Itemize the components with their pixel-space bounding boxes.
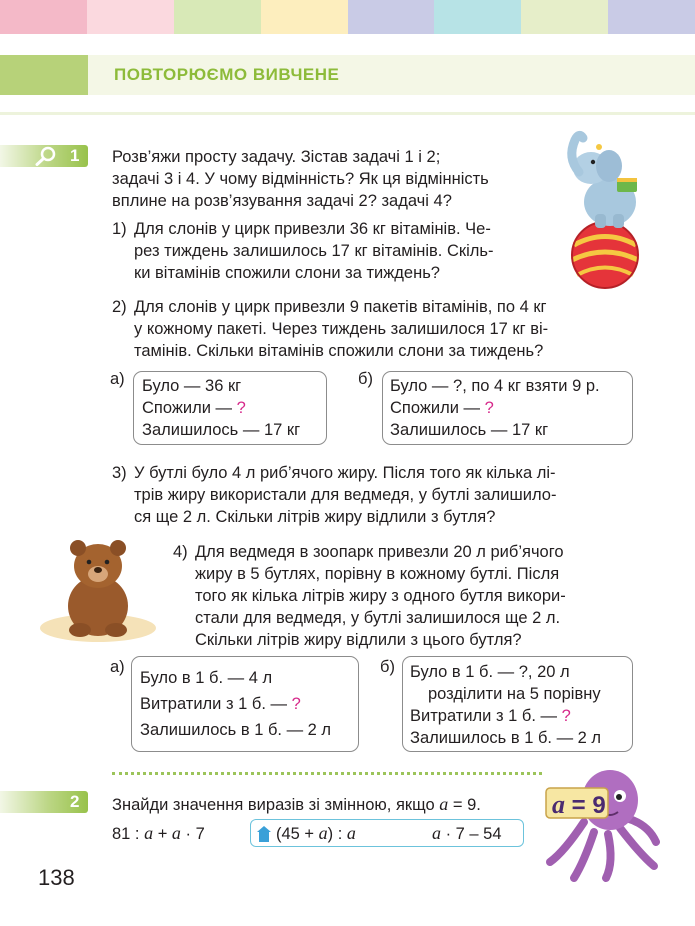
box-c-line: Витратили з 1 б. — ? xyxy=(140,695,301,713)
dotted-divider xyxy=(112,772,542,775)
problem-4-line: того як кілька літрів жиру з одного бутля викори- xyxy=(195,587,566,605)
problem-1-label: 1) xyxy=(112,220,127,238)
box-a-label: а) xyxy=(110,370,125,388)
box-b-label: б) xyxy=(358,370,373,388)
problem-3-label: 3) xyxy=(112,464,127,482)
box-d-line: Було в 1 б. — ?, 20 л xyxy=(410,663,570,681)
box-d-line: Залишилось в 1 б. — 2 л xyxy=(410,729,602,747)
box-d-line: Витратили з 1 б. — ? xyxy=(410,707,571,725)
problem-3-line: ся ще 2 л. Скільки літрів жиру відлили з бутля? xyxy=(134,508,496,526)
expression-1: 81 : a + a · 7 xyxy=(112,823,205,843)
box-b-line: Залишилось — 17 кг xyxy=(390,421,549,439)
stripe xyxy=(261,0,348,34)
problem-2-line: тамінів. Скільки вітамінів спожили слони за тиждень? xyxy=(134,342,544,360)
octopus-sign-text: a = 9 xyxy=(552,790,606,819)
problem-2-line: Для слонів у цирк привезли 9 пакетів вітамінів, по 4 кг xyxy=(134,298,547,316)
box-c-label: а) xyxy=(110,658,125,676)
problem-2-label: 2) xyxy=(112,298,127,316)
problem-4-line: жиру в 5 бутлях, порівну в кожному бутлі. Після xyxy=(195,565,560,583)
problem-4-line: стали для ведмедя, у бутлі залишилося ще 2 л. xyxy=(195,609,561,627)
expression-3: a · 7 – 54 xyxy=(432,823,502,843)
box-c-line: Залишилось в 1 б. — 2 л xyxy=(140,721,332,739)
problem-1-line: ки вітамінів спожили слони за тиждень? xyxy=(134,264,440,282)
stripe xyxy=(434,0,521,34)
octopus-illustration xyxy=(544,762,662,884)
stripe xyxy=(348,0,435,34)
header-divider xyxy=(0,112,695,115)
problem-1-line: рез тиждень залишилось 17 кг вітамінів. Скіль- xyxy=(134,242,494,260)
magnifier-icon xyxy=(34,145,60,167)
house-icon xyxy=(257,826,271,842)
task-1-intro-line: Розв’яжи просту задачу. Зістав задачі 1 і 2; xyxy=(112,148,441,166)
box-c-line: Було в 1 б. — 4 л xyxy=(140,669,273,687)
problem-3-line: У бутлі було 4 л риб’ячого жиру. Після того як кілька лі- xyxy=(134,464,556,482)
question-mark: ? xyxy=(484,399,494,417)
top-color-stripes xyxy=(0,0,695,34)
stripe xyxy=(521,0,608,34)
box-d-label: б) xyxy=(380,658,395,676)
box-b-line: Було — ?, по 4 кг взяти 9 р. xyxy=(390,377,600,395)
bear-illustration xyxy=(38,532,160,644)
question-mark: ? xyxy=(236,399,246,417)
elephant-on-ball-illustration xyxy=(555,120,655,290)
expression-2: (45 + a) : a xyxy=(276,823,356,843)
stripe xyxy=(608,0,695,34)
task-1-number: 1 xyxy=(70,146,80,165)
header-tab xyxy=(0,55,88,95)
box-d-line: розділити на 5 порівну xyxy=(428,685,601,703)
task-1-intro-line: задачі 3 і 4. У чому відмінність? Як ця відмінність xyxy=(112,170,489,188)
problem-2-line: у кожному пакеті. Через тиждень залишилося 17 кг ві- xyxy=(134,320,549,338)
problem-4-line: Для ведмедя в зоопарк привезли 20 л риб’ячого xyxy=(195,543,564,561)
section-title: ПОВТОРЮЄМО ВИВЧЕНЕ xyxy=(114,65,340,84)
task-2-text: Знайди значення виразів зі змінною, якщо a = 9. xyxy=(112,794,481,814)
stripe xyxy=(87,0,174,34)
question-mark: ? xyxy=(561,707,571,725)
task-1-intro-line: вплине на розв’язування задачі 2? задачі 4? xyxy=(112,192,452,210)
problem-4-label: 4) xyxy=(173,543,188,561)
question-mark: ? xyxy=(291,695,301,713)
box-a-line: Залишилось — 17 кг xyxy=(142,421,301,439)
problem-1-line: Для слонів у цирк привезли 36 кг вітамінів. Че- xyxy=(134,220,491,238)
stripe xyxy=(0,0,87,34)
box-b-line: Спожили — ? xyxy=(390,399,494,417)
task-2-number: 2 xyxy=(70,792,80,811)
header-band xyxy=(0,55,695,95)
problem-3-line: трів жиру використали для ведмедя, у бутлі залишило- xyxy=(134,486,557,504)
problem-4-line: Скільки літрів жиру відлили з цього бутля? xyxy=(195,631,522,649)
stripe xyxy=(174,0,261,34)
box-a-line: Спожили — ? xyxy=(142,399,246,417)
box-a-line: Було — 36 кг xyxy=(142,377,242,395)
page-number: 138 xyxy=(38,865,75,890)
